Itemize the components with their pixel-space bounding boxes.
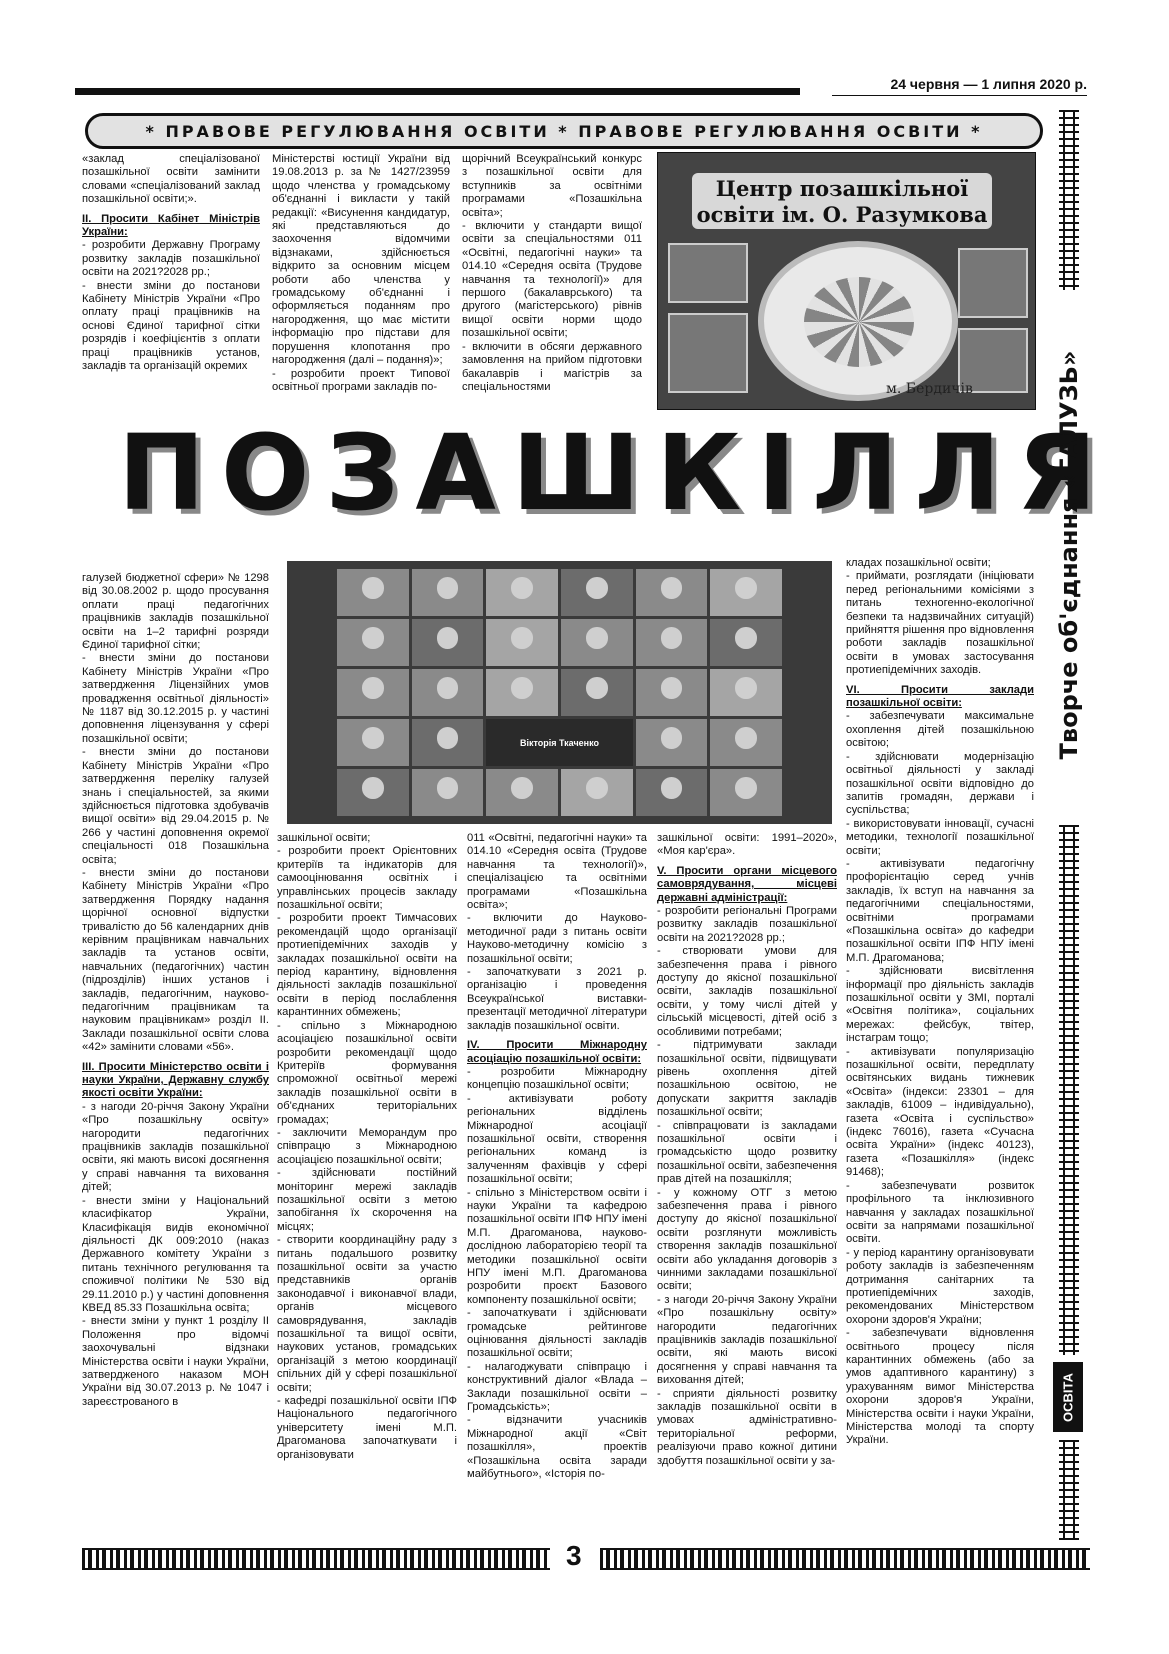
photo-caption: м. Бердичів: [886, 381, 973, 397]
participant-tile: [337, 669, 409, 716]
paragraph: - внести зміни у пункт 1 розділу II Положення про відомчі заохочувальні відзнаки Міністерства освіти і науки України, затвердженого наказом МОН України від 30.07.2013 р. № 1047 і зареєстрованого в: [82, 1315, 269, 1408]
participant-tile: [412, 569, 484, 616]
participant-face: [735, 677, 756, 698]
participant-tile: [636, 569, 708, 616]
participant-face: [437, 677, 459, 698]
paragraph: - здійснювати модернізацію освітньої діяльності у закладі позашкільної освіти відповідно до запитів громадян, держави і суспільства;: [846, 750, 1034, 817]
bottom-ornament-right: [600, 1548, 1090, 1570]
paragraph: - активізувати педагогічну профорієнтацію серед учнів закладів, їх вступ на навчання за педагогічними спеціальностями, освітніми програмами «Позашкільна освіта» до кафедри позашкільної освіти ІПФ НПУ імені М.П. Драгоманова;: [846, 857, 1034, 964]
participant-tile: [561, 619, 633, 666]
participant-tile: [710, 619, 782, 666]
column-2-bottom: [277, 832, 457, 1462]
page-number: 3: [566, 1540, 582, 1571]
column-3-bottom: [467, 832, 647, 1482]
participant-face: [362, 627, 383, 648]
section-heading: VI. Просити заклади позашкільної освіти:: [846, 683, 1034, 710]
paragraph: - спільно з Міжнародною асоціацією позашкільної освіти розробити рекомендації щодо Критеріїв формування спроможної освітньої мережі закладів позашкільної освіти в об'єднаних територіальних громадах;: [277, 1019, 457, 1126]
paragraph: 011 «Освітні, педагогічні науки» та 014.10 «Середня освіта (Трудове навчання та технології)», спеціалізацією та освітніми програмами «Позашкільна освіта»;: [467, 832, 647, 912]
participant-tile: [412, 769, 484, 816]
paragraph: - розробити регіональні Програми розвитку закладів позашкільної освіти на 2021?2028 рр.;: [657, 905, 837, 944]
paragraph: - налагоджувати співпрацю і конструктивний діалог «Влада – Заклади позашкільної освіти – Громадськість»;: [467, 1360, 647, 1414]
paragraph: зашкільної освіти: 1991–2020», «Моя кар'єра».: [657, 832, 837, 858]
participant-tile: [636, 769, 708, 816]
participant-tile: [412, 619, 484, 666]
paragraph: - здійснювати постійний моніторинг мережі закладів позашкільної освіти з метою запобігання їх скорочення на місцях;: [277, 1167, 457, 1233]
paragraph: - у кожному ОТГ з метою забезпечення права і рівного доступу до якісної позашкільної освіти розглянути можливість створення закладів позашкільної освіти або укладання договорів з чинними закладами позашкільної освіти;: [657, 1186, 837, 1293]
sidebar: [1048, 100, 1090, 1540]
participant-tile: [337, 619, 409, 666]
participant-face: [437, 727, 459, 748]
participant-face: [661, 727, 683, 748]
paragraph: - включити до Науково-методичної ради з питань освіти Науково-методичну комісію з позашкільної освіти;: [467, 912, 647, 965]
paragraph: Міністерстві юстиції України від 19.08.2013 р. за № 1427/23959 щодо членства у громадському об'єднанні і викласти у такій редакції: «Висунення кандидатур, які представляються до заохочення відомчими відзнаками, здійснюється відкрито за основним місцем роботи або членства у громадському об'єднанні і оформляється поданням про нагородження, що має містити інформацію про підстави для порушення клопотання про нагородження (далі – подання)»;: [272, 153, 450, 367]
paragraph: - включити у стандарти вищої освіти за спеціальностями 011 «Освітні, педагогічні науки» та 014.10 «Середня освіта (Трудове навчання та технології)» для першого (бакалаврського) та другого (магістерського) рівнів вищої освіти норми щодо позашкільної освіти;: [462, 220, 642, 340]
issue-date: 24 червня — 1 липня 2020 р.: [890, 76, 1087, 92]
participant-tile: [337, 719, 409, 766]
participant-face: [362, 727, 383, 748]
ornament-strip: [1059, 1440, 1079, 1540]
paragraph: - створити координаційну раду з питань подальшого розвитку позашкільної освіти за участю представників органів законодавчої і виконавчої влади, органів місцевого самоврядування, закладів позашкільної та вищої освіти, наукових установ, громадських організацій з метою координації спільних дій у сфері позашкільної освіти;: [277, 1234, 457, 1394]
column-4-bottom: [657, 832, 837, 1468]
participant-tile: [337, 769, 409, 816]
participant-tile: [561, 769, 633, 816]
participant-face: [362, 777, 383, 798]
paragraph: зашкільної освіти;: [277, 832, 371, 844]
paragraph: - внести зміни у Національний класифікатор України, Класифікація видів економічної діяльності ДК 009:2010 (наказ Державного комітету України з питань технічного регулювання та споживчої політики № 530 від 29.11.2010 р.) у частині доповнення КВЕД 85.33 Позашкільна освіта;: [82, 1194, 269, 1314]
paragraph: - кафедрі позашкільної освіти ІПФ Національного педагогічного університету імені М.П. Драгоманова започаткувати і організовувати: [277, 1395, 457, 1461]
paragraph: - створювати умови для забезпечення права і рівного доступу до якісної позашкільної освіти, закладів позашкільної освіти, у тому числі дітей у сільській місцевості, дітей осіб з особливими потребами;: [657, 945, 837, 1038]
osvita-logo: ОСВІТА: [1053, 1362, 1083, 1432]
participant-face: [362, 677, 383, 698]
decorative-wheel: [758, 241, 958, 401]
paragraph: - спільно з Міністерством освіти і науки України та кафедрою позашкільної освіти ІПФ НПУ імені М.П. Драгоманова, науково-дослідною лабораторією теорії та методики позашкільної освіти НПУ імені М.П. Драгоманова розробити проєкт Базового компоненту позашкільної освіти;: [467, 1186, 647, 1306]
video-conference-photo: [287, 561, 832, 824]
participant-tile: [636, 669, 708, 716]
participant-tile: [561, 669, 633, 716]
paragraph: - забезпечувати максимальне охоплення дітей позашкільною освітою;: [846, 710, 1034, 750]
header-rule: [75, 88, 800, 95]
paragraph: - внести зміни до постанови Кабінету Міністрів України «Про затвердження Ліцензійних умов провадження освітньої діяльності» № 1187 від 30.12.2015 р. у частині доповнення ліцензування у сфері позашкільної освіти;: [82, 652, 269, 745]
paragraph: «заклад спеціалізованої позашкільної освіти замінити словами «спеціалізований заклад позашкільної освіти;».: [82, 153, 260, 206]
paragraph: - відзначити учасників Міжнародної акції «Світ позашкілля», проектів «Позашкільна освіта заради майбутнього», «Історія по-: [467, 1414, 647, 1481]
paragraph: - розробити проект Орієнтовних критеріїв та індикаторів для самооцінювання освітніх і управлінських процесів закладу позашкільної освіти;: [277, 845, 457, 912]
participant-face: [735, 577, 756, 598]
paragraph: - розробити проект Тимчасових рекомендацій щодо організації протиепідемічних заходів у закладах позашкільної освіти на період карантину, відновлення діяльності закладів позашкільної освіти в період послаблення карантинних обмежень;: [277, 912, 457, 1019]
center-photo: [657, 152, 1036, 410]
paragraph: - розробити Державну Програму розвитку закладів позашкільної освіти на 2021?2028 рр.;: [82, 239, 260, 279]
participant-tile: [486, 569, 558, 616]
paragraph: - у період карантину організовувати роботу закладів із забезпеченням дотримання санітарних та протиепідемічних заходів, рекомендованих Міністерством охорони здоров'я України;: [846, 1246, 1034, 1326]
paragraph: - включити в обсяги державного замовлення на прийом підготовки бакалаврів і магістрів за спеціальностями: [462, 340, 642, 393]
participant-tile: [710, 569, 782, 616]
participant-tile: [486, 619, 558, 666]
section-heading: III. Просити Міністерство освіти і науки України, Державну службу якості освіти України:: [82, 1060, 269, 1100]
column-3-top: [462, 153, 642, 394]
participant-tile: [486, 669, 558, 716]
participant-face: [437, 627, 459, 648]
paragraph: - внести зміни до постанови Кабінету Міністрів України «Про затвердження Порядку надання щорічної основної відпустки тривалістю до 56 календарних днів керівним працівникам навчальних закладів та установ освіти, навчальних (педагогічних) частин (підрозділів) інших установ і закладів, педагогічним, науково-педагогічним працівникам та науковим працівникам» розділ II. Заклади позашкільної освіти слова «42» замінити словами «56».: [82, 866, 269, 1054]
photo-sign: Центр позашкільної освіти ім. О. Разумкова: [692, 173, 992, 229]
paragraph: щорічний Всеукраїнський конкурс з позашкільної освіти для вступників за освітніми програмами «Позашкільна освіта»;: [462, 153, 642, 219]
photo-tile: [668, 313, 748, 393]
photo-tile: [958, 248, 1028, 318]
column-2-top: [272, 153, 450, 394]
bottom-ornament-left: [82, 1548, 550, 1570]
participant-tile: [412, 719, 484, 766]
paragraph: - використовувати інновації, сучасні методики, технології позашкільної освіти;: [846, 817, 1034, 857]
participant-tile: [486, 769, 558, 816]
ornament-strip: [1059, 825, 1079, 1355]
participant-tile: [337, 569, 409, 616]
paragraph: - внести зміни до постанови Кабінету Міністрів України «Про затвердження переліку галузей знань і спеціальностей, за якими здійснюється підготовка здобувачів вищої освіти» від 29.04.2015 р. № 266 у частині доповнення окремої спеціальності 018 Позашкільна освіта;: [82, 746, 269, 866]
sidebar-title: Творче об'єднання «ГАЛУЗЬ»: [1055, 350, 1083, 760]
column-1-bottom: [82, 572, 269, 1409]
participant-face: [511, 777, 532, 798]
participant-face: [586, 627, 608, 648]
participant-face: [511, 677, 532, 698]
headline: ПОЗАШКІЛЛЯ: [118, 412, 1113, 534]
section-heading: V. Просити органи місцевого самоврядування, місцеві державні адміністрації:: [657, 864, 837, 904]
participant-tile: [561, 569, 633, 616]
paragraph: - сприяти діяльності розвитку закладів позашкільної освіти в умовах адміністративно-територіальної реформи, реалізуючи право кожної дитини здобуття позашкільної освіти у за-: [657, 1387, 837, 1467]
participant-face: [586, 677, 608, 698]
paragraph: - забезпечувати розвиток профільного та інклюзивного навчання у закладах позашкільної освіти за напрямами позашкільної освіти.: [846, 1179, 1034, 1246]
participant-face: [661, 777, 683, 798]
participant-tile: [636, 719, 708, 766]
paragraph: - активізувати роботу регіональних відділень Міжнародної асоціації позашкільної освіти, створення регіональних команд із залученням фахівців у сфері позашкільної освіти;: [467, 1092, 647, 1186]
photo-tile: [668, 243, 748, 303]
paragraph: - здійснювати висвітлення інформації про діяльність закладів позашкільної освіти у ЗМІ, порталі «Освітня політика», соціальних мережах: фейсбук, твітер, інстаграм тощо;: [846, 965, 1034, 1045]
participant-face: [735, 727, 756, 748]
paragraph: - розробити Міжнародну концепцію позашкільної освіти;: [467, 1065, 647, 1092]
speaker-name-tile: Вікторія Ткаченко: [486, 719, 632, 766]
paragraph: - заключити Меморандум про співпрацю з Міжнародною асоціацією позашкільної освіти;: [277, 1126, 457, 1166]
participant-face: [735, 777, 756, 798]
participant-face: [511, 627, 532, 648]
paragraph: - внести зміни до постанови Кабінету Міністрів України «Про оплату праці працівників на основі Єдиної тарифної сітки розрядів і коефіцієнтів з оплати праці працівників установ, закладів та організацій окремих: [82, 279, 260, 373]
paragraph: - з нагоди 20-річчя Закону України «Про позашкільну освіту» нагородити педагогічних працівників закладів позашкільної освіти, які мають високі досягнення у справі навчання та виховання дітей;: [657, 1293, 837, 1387]
section-rubric: * ПРАВОВЕ РЕГУЛЮВАННЯ ОСВІТИ * ПРАВОВЕ РЕГУЛЮВАННЯ ОСВІТИ *: [85, 113, 1043, 149]
participant-face: [661, 627, 683, 648]
paragraph: - підтримувати заклади позашкільної освіти, підвищувати рівень охоплення дітей позашкільною освітою, не допускати закриття закладів позашкільної освіти;: [657, 1039, 837, 1119]
column-1-top: [82, 153, 260, 374]
participant-face: [586, 777, 608, 798]
section-heading: II. Просити Кабінет Міністрів України:: [82, 212, 260, 239]
date-underline: [832, 95, 1087, 96]
column-5-bottom: [846, 557, 1034, 1448]
participant-tile: [636, 619, 708, 666]
paragraph: - приймати, розглядати (ініціювати перед регіональними комісіями з питань техногенно-екологічної безпеки та надзвичайних ситуацій) прийняття рішення про відновлення роботи закладів позашкільної освіти в умовах застосування протиепідемічних заходів.: [846, 570, 1034, 677]
paragraph: - започаткувати з 2021 р. організацію і проведення Всеукраїнської виставки-презентації методичної літератури закладів позашкільної освіти.: [467, 966, 647, 1032]
section-heading: IV. Просити Міжнародну асоціацію позашкільної освіти:: [467, 1039, 647, 1065]
participant-tile: [710, 719, 782, 766]
participant-face: [437, 777, 459, 798]
paragraph: - започаткувати і здійснювати громадське рейтингове оцінювання діяльності закладів позашкільної освіти;: [467, 1307, 647, 1360]
paragraph: - з нагоди 20-річчя Закону України «Про позашкільну освіту» нагородити педагогічних працівників закладів позашкільної освіти, які мають високі досягнення у справі навчання та виховання дітей;: [82, 1100, 269, 1194]
participant-face: [661, 677, 683, 698]
participant-tile: [710, 669, 782, 716]
participant-face: [735, 627, 756, 648]
participant-face: [362, 577, 383, 598]
paragraph: - співпрацювати із закладами позашкільної освіти і громадськістю щодо розвитку позашкільної освіти, забезпечення прав дітей на позашкілля;: [657, 1119, 837, 1186]
paragraph: кладах позашкільної освіти;: [846, 557, 991, 569]
participant-tile: [412, 669, 484, 716]
participant-face: [661, 577, 683, 598]
paragraph: - розробити проект Типової освітньої програми закладів по-: [272, 367, 450, 393]
paragraph: - забезпечувати відновлення освітнього процесу після карантинних обмежень (або за умов адаптивного карантину) з урахуванням вимог Міністерства охорони здоров'я України, Міністерства освіти і науки України, Міністерства молоді та спорту України.: [846, 1327, 1034, 1447]
participant-face: [437, 577, 459, 598]
participant-face: [586, 577, 608, 598]
participant-face: [511, 577, 532, 598]
paragraph: галузей бюджетної сфери» № 1298 від 30.08.2002 р. щодо просування оплати праці педагогічних працівників закладів позашкільної освіти на 1–2 тарифні розряди Єдиної тарифної сітки;: [82, 572, 269, 652]
participant-tile: [710, 769, 782, 816]
ornament-strip: [1059, 110, 1079, 290]
paragraph: - активізувати популяризацію позашкільної освіти, передплату освітянських видань тижневик «Освіта» (індекси: 23301 – для закладів, 61009 – індивідуально), газета «Освіта і суспільство» (індекс 76016), газета «Сучасна освіта України» (індекс 40123), газета «Позашкілля» (індекс 91468);: [846, 1045, 1034, 1179]
